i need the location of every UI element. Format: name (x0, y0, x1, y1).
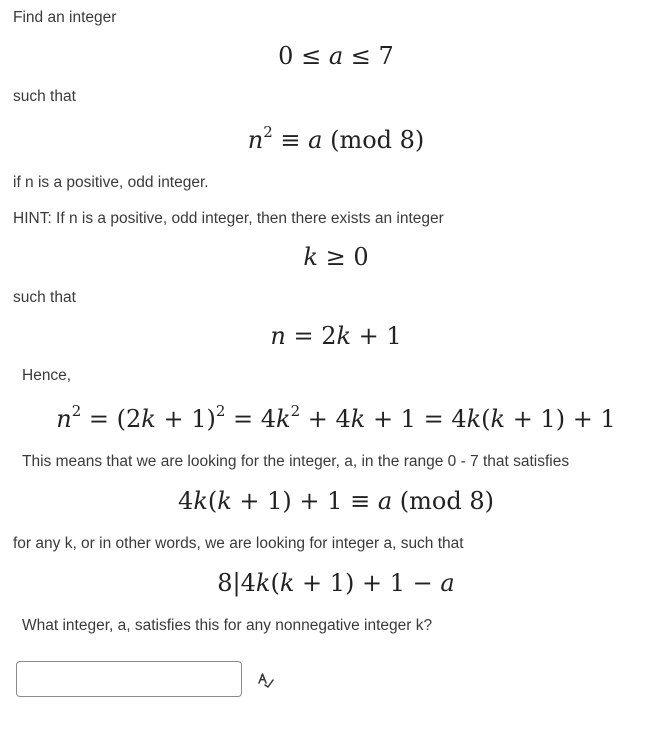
target-congruence: 4k(k + 1) + 1 ≡ a (mod 8) (178, 487, 494, 515)
congruence-equation: $n^2 \equiv a$ (mod 8) (247, 123, 425, 154)
such-that-text-2: such that (13, 289, 76, 306)
k-inequality: k ≥ 0 (303, 243, 369, 271)
intro-text: Find an integer (13, 9, 117, 26)
divides-expression: 8|4k(k + 1) + 1 − a (217, 569, 455, 597)
n-equation: n = 2k + 1 (270, 322, 402, 350)
means-text: This means that we are looking for the integer, a, in the range 0 - 7 that satisfies (22, 453, 570, 470)
answer-input[interactable] (16, 661, 242, 697)
condition-text: if n is a positive, odd integer. (13, 174, 209, 191)
question-text: What integer, a, satisfies this for any nonnegative integer k? (22, 617, 433, 634)
expansion-equation: $n^2 = (2k + 1)^2 = 4k^2 + 4k + 1 = 4k(k + 1) + 1$ (56, 402, 616, 433)
hint-text: HINT: If n is a positive, odd integer, then there exists an integer (13, 210, 444, 227)
formula-preview-icon[interactable] (256, 670, 274, 688)
hence-text: Hence, (22, 367, 72, 384)
for-any-text: for any k, or in other words, we are looking for integer a, such that (13, 535, 464, 552)
range-equation: 0 ≤ a ≤ 7 (278, 42, 394, 70)
such-that-text-1: such that (13, 88, 76, 105)
